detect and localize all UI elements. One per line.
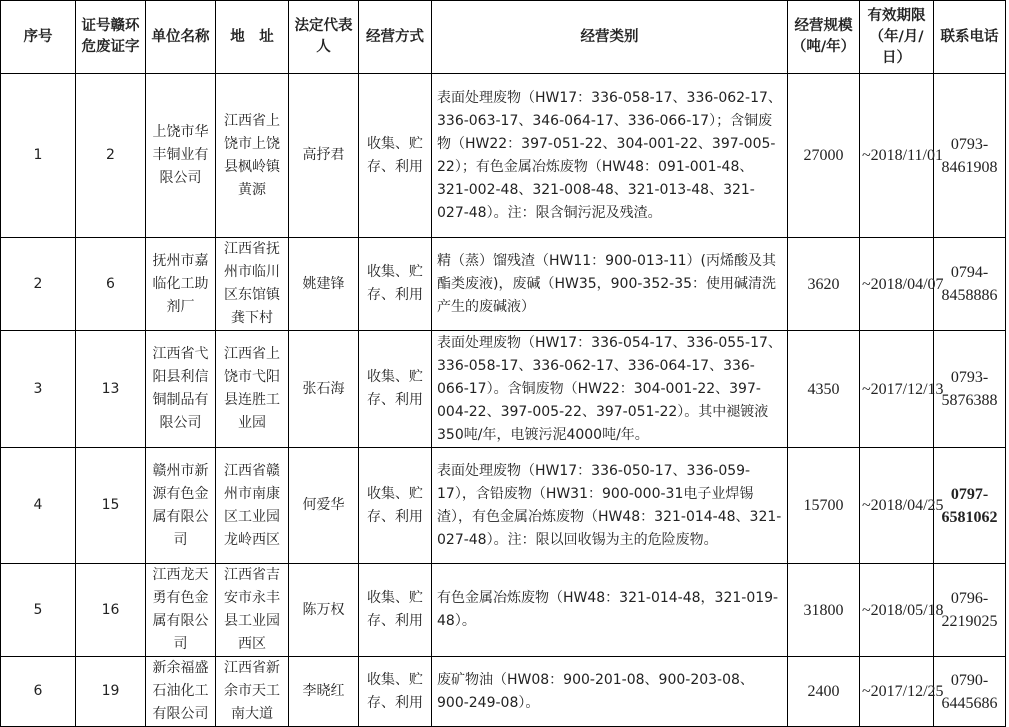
cell-category: 表面处理废物（HW17：336-050-17、336-059-17），含铅废物（HW31：900-000-31电子业焊锡渣），有色金属冶炼废物（HW48：321-014-48、321-027-48）。注：限以回收锡为主的危险废物。 xyxy=(432,448,788,564)
cell-phone: 0790-6445686 xyxy=(934,657,1006,727)
cell-category: 精（蒸）馏残渣（HW11：900-013-11）(丙烯酸及其酯类废液)，废碱（HW35，900-352-35：使用碱清洗产生的废碱液） xyxy=(432,238,788,331)
cell-seq: 2 xyxy=(1,238,76,331)
cell-validity: ~2018/04/07 xyxy=(860,238,934,331)
cell-validity: ~2018/11/01 xyxy=(860,74,934,238)
cell-seq: 4 xyxy=(1,448,76,564)
table-header-row xyxy=(1,1,1006,74)
cell-legal-rep: 陈万权 xyxy=(289,564,359,657)
cell-seq: 1 xyxy=(1,74,76,238)
cell-address: 江西省上饶市弋阳县连胜工业园 xyxy=(216,331,289,448)
cell-legal-rep: 张石海 xyxy=(289,331,359,448)
cell-validity: ~2017/12/13 xyxy=(860,331,934,448)
cell-permit: 13 xyxy=(76,331,146,448)
cell-permit: 6 xyxy=(76,238,146,331)
cell-address: 江西省抚州市临川区东馆镇龚下村 xyxy=(216,238,289,331)
header-name: 单位名称 xyxy=(146,1,216,74)
cell-validity: ~2018/04/25 xyxy=(860,448,934,564)
cell-category: 有色金属冶炼废物（HW48：321-014-48，321-019-48）。 xyxy=(432,564,788,657)
cell-scale: 15700 xyxy=(788,448,860,564)
cell-seq: 6 xyxy=(1,657,76,727)
cell-legal-rep: 高抒君 xyxy=(289,74,359,238)
cell-phone: 0793-5876388 xyxy=(934,331,1006,448)
header-seq: 序号 xyxy=(1,1,76,74)
cell-legal-rep: 姚建锋 xyxy=(289,238,359,331)
table-row xyxy=(1,564,1006,657)
cell-scale: 27000 xyxy=(788,74,860,238)
cell-phone: 0796-2219025 xyxy=(934,564,1006,657)
cell-name: 抚州市嘉临化工助剂厂 xyxy=(146,238,216,331)
header-validity: 有效期限（年/月/日） xyxy=(860,1,934,74)
cell-seq: 3 xyxy=(1,331,76,448)
table-row xyxy=(1,657,1006,727)
header-legal-rep: 法定代表人 xyxy=(289,1,359,74)
cell-mode: 收集、贮存、利用 xyxy=(359,74,432,238)
header-scale: 经营规模（吨/年） xyxy=(788,1,860,74)
cell-scale: 3620 xyxy=(788,238,860,331)
header-category: 经营类别 xyxy=(432,1,788,74)
table-row xyxy=(1,74,1006,238)
cell-name: 新余福盛石油化工有限公司 xyxy=(146,657,216,727)
cell-category: 表面处理废物（HW17：336-058-17、336-062-17、336-063-17、346-064-17、336-066-17）；含铜废物（HW22：397-051-22、304-001-22、397-005-22）；有色金属冶炼废物（HW48：091-001-48、321-002-48、321-008-48、321-013-48、321-027-48）。注：限含铜污泥及残渣。 xyxy=(432,74,788,238)
cell-name: 江西省弋阳县利信铜制品有限公司 xyxy=(146,331,216,448)
cell-address: 江西省吉安市永丰县工业园西区 xyxy=(216,564,289,657)
cell-phone: 0794-8458886 xyxy=(934,238,1006,331)
cell-category: 废矿物油（HW08：900-201-08、900-203-08、900-249-08）。 xyxy=(432,657,788,727)
cell-address: 江西省上饶市上饶县枫岭镇黄源 xyxy=(216,74,289,238)
cell-name: 赣州市新源有色金属有限公司 xyxy=(146,448,216,564)
cell-phone: 0797-6581062 xyxy=(934,448,1006,564)
cell-legal-rep: 李晓红 xyxy=(289,657,359,727)
cell-permit: 19 xyxy=(76,657,146,727)
cell-scale: 4350 xyxy=(788,331,860,448)
cell-phone: 0793-8461908 xyxy=(934,74,1006,238)
cell-mode: 收集、贮存、利用 xyxy=(359,657,432,727)
cell-permit: 15 xyxy=(76,448,146,564)
cell-legal-rep: 何爱华 xyxy=(289,448,359,564)
cell-validity: ~2018/05/18 xyxy=(860,564,934,657)
cell-mode: 收集、贮存、利用 xyxy=(359,331,432,448)
header-phone: 联系电话 xyxy=(934,1,1006,74)
cell-validity: ~2017/12/25 xyxy=(860,657,934,727)
cell-name: 江西龙天勇有色金属有限公司 xyxy=(146,564,216,657)
cell-name: 上饶市华丰铜业有限公司 xyxy=(146,74,216,238)
cell-permit: 2 xyxy=(76,74,146,238)
header-mode: 经营方式 xyxy=(359,1,432,74)
cell-scale: 31800 xyxy=(788,564,860,657)
cell-address: 江西省新余市天工南大道 xyxy=(216,657,289,727)
cell-mode: 收集、贮存、利用 xyxy=(359,564,432,657)
cell-mode: 收集、贮存、利用 xyxy=(359,448,432,564)
cell-mode: 收集、贮存、利用 xyxy=(359,238,432,331)
table-row xyxy=(1,238,1006,331)
header-address: 地 址 xyxy=(216,1,289,74)
cell-permit: 16 xyxy=(76,564,146,657)
table-row xyxy=(1,331,1006,448)
cell-seq: 5 xyxy=(1,564,76,657)
cell-scale: 2400 xyxy=(788,657,860,727)
table-row xyxy=(1,448,1006,564)
cell-address: 江西省赣州市南康区工业园龙岭西区 xyxy=(216,448,289,564)
header-permit: 证号赣环危废证字 xyxy=(76,1,146,74)
cell-category: 表面处理废物（HW17：336-054-17、336-055-17、336-058-17、336-062-17、336-064-17、336-066-17）。含铜废物（HW22：304-001-22、397-004-22、397-005-22、397-051-22）。其中褪镀液350吨/年，电镀污泥4000吨/年。 xyxy=(432,331,788,448)
